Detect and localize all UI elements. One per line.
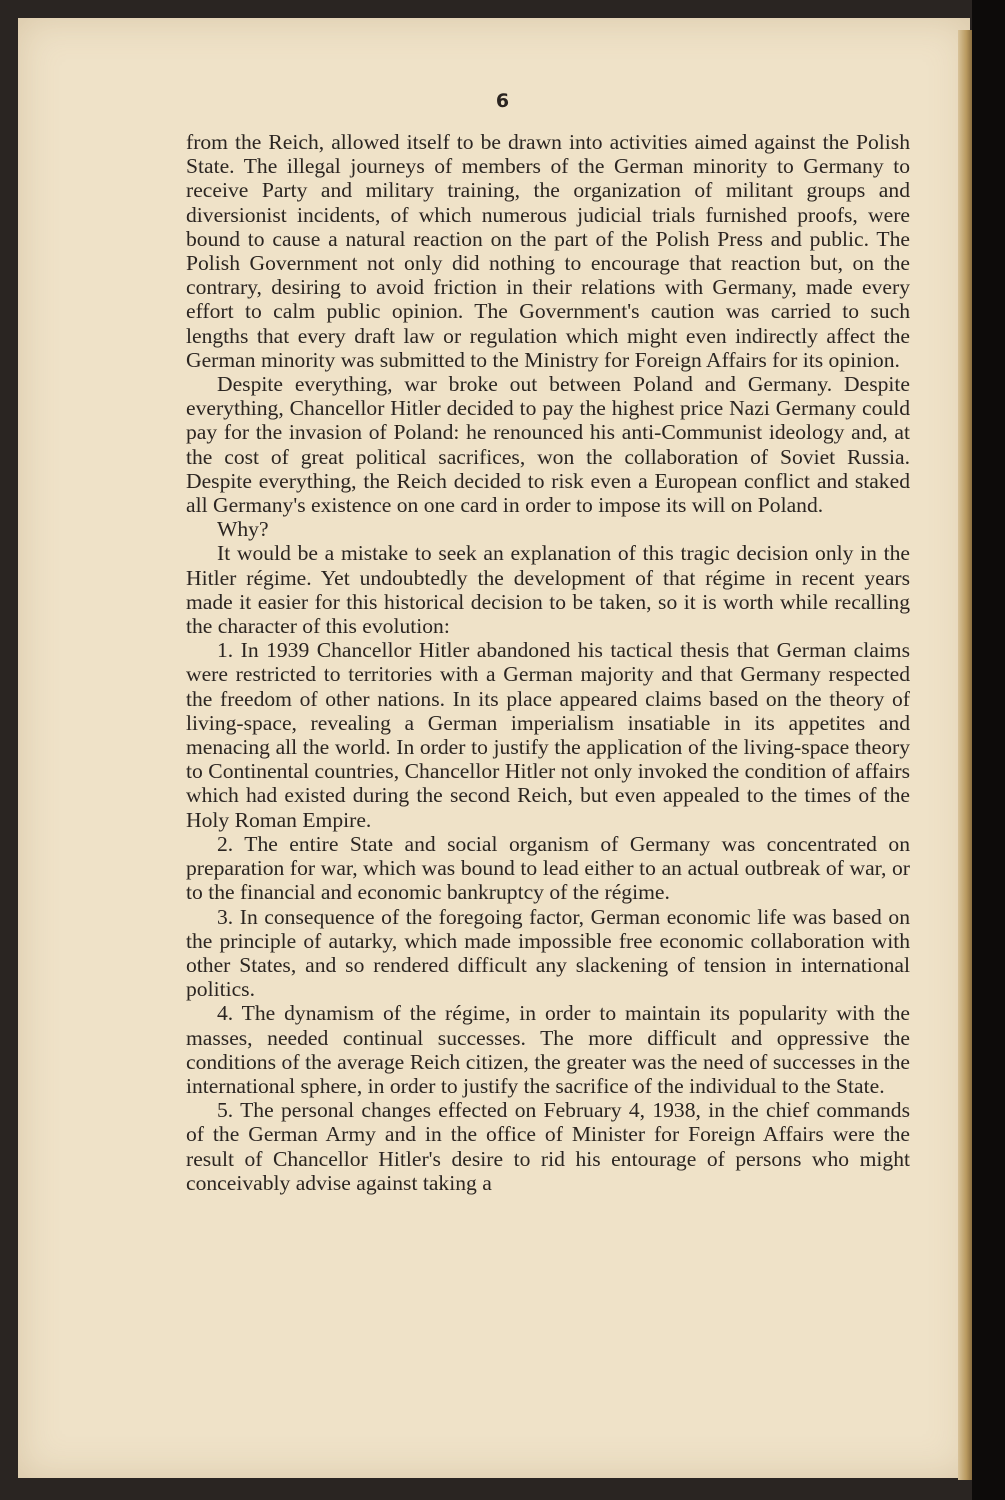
list-item-5: 5. The personal changes effected on February 4, 1938, in the chief commands of the German Army and in the office of Minister for Foreign Affairs were the result of Chancellor Hitler's desire to rid his entourage of persons who might conceivably advise against taking a [186,1098,910,1195]
list-item-3: 3. In consequence of the foregoing factor, German economic life was based on the principle of autarky, which made impossible free economic collaboration with other States, and so rendered difficult any slackening of tension in international politics. [186,904,910,1002]
paragraph-why: Why? [217,517,269,542]
body-text [186,130,910,1195]
paragraph-despite-everything: Despite everything, war broke out between Poland and Germany. Despite everything, Chancellor Hitler decided to pay the highest price Nazi Germany could pay for the invasion of Poland: he renounced his anti-Communist ideology and, at the cost of great political sacrifices, won the collaboration of Soviet Russia. Despite everything, the Reich decided to risk even a European conflict and staked all Germany's existence on one card in order to impose its will on Poland. [186,372,910,518]
list-item-2: 2. The entire State and social organism of Germany was concentrated on preparation for war, which was bound to lead either to an actual outbreak of war, or to the financial and economic bankruptcy of the régime. [186,831,910,905]
page-edge [958,30,972,1480]
list-item-1: 1. In 1939 Chancellor Hitler abandoned his tactical thesis that German claims were restricted to territories with a German majority and that Germany respected the freedom of other nations. In its place appeared claims based on the theory of living-space, revealing a German imperialism insatiable in its appetites and menacing all the world. In order to justify the application of the living-space theory to Continental countries, Chancellor Hitler not only invoked the condition of affairs which had existed during the second Reich, but even appealed to the times of the Holy Roman Empire. [186,638,910,832]
page-number: 6 [495,90,510,112]
scan-border [972,0,1005,1500]
paragraph-continuation: from the Reich, allowed itself to be drawn into activities aimed against the Polish State. The illegal journeys of members of the German minority to Germany to receive Party and military training, the organization of militant groups and diversionist incidents, of which numerous judicial trials furnished proofs, were bound to cause a natural reaction on the part of the Polish Press and public. The Polish Government not only did nothing to encourage that reaction but, on the contrary, desiring to avoid friction in their relations with Germany, made every effort to calm public opinion. The Government's caution was carried to such lengths that every draft law or regulation which might even indirectly affect the German minority was submitted to the Ministry for Foreign Affairs for its opinion. [186,130,910,372]
list-item-4: 4. The dynamism of the régime, in order to maintain its popularity with the masses, needed continual successes. The more difficult and oppressive the conditions of the average Reich citizen, the greater was the need of successes in the international sphere, in order to justify the sacrifice of the individual to the State. [186,1001,910,1098]
paragraph-explanation: It would be a mistake to seek an explanation of this tragic decision only in the Hitler régime. Yet undoubtedly the development of that régime in recent years made it easier for this historical decision to be taken, so it is worth while recalling the character of this evolution: [186,541,910,639]
